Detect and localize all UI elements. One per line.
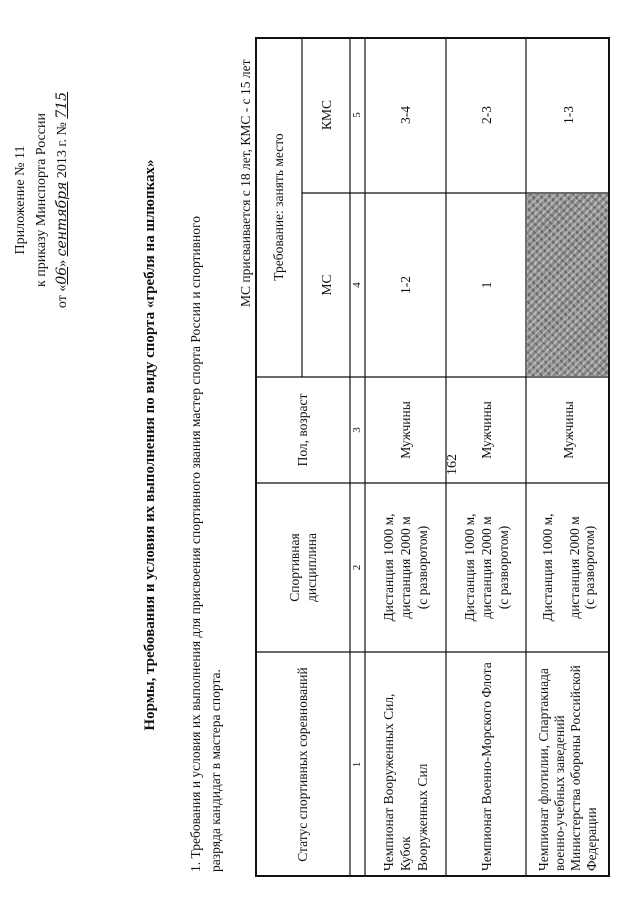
header-discipline — [255, 483, 350, 652]
row-1-status — [365, 656, 446, 871]
appendix-line-2: к приказу Минспорта России — [34, 113, 49, 287]
column-number-5: 5 — [351, 112, 363, 118]
appendix-date-mid: » — [55, 259, 70, 267]
row-1-sex-age: Мужчины — [398, 401, 413, 459]
header-ms: МС — [318, 274, 334, 296]
row-3-discipline-line-1: Дистанция 1000 м, — [539, 513, 555, 622]
row-3-status-line-1: Чемпионат флотилии, Спартакиада — [536, 668, 551, 871]
appendix-date-prefix: от « — [55, 284, 70, 309]
handwritten-order-number: 715 — [54, 91, 70, 119]
appendix-year: 2013 г. № — [55, 122, 70, 179]
row-2-status — [446, 656, 526, 871]
row-1-discipline — [365, 483, 446, 652]
header-status: Статус спортивных соревнований — [295, 667, 310, 862]
age-note: МС присваивается с 18 лет, КМС - с 15 лет — [238, 59, 253, 307]
row-2-discipline — [446, 483, 526, 652]
row-3-discipline-line-3: дистанция 2000 м — [566, 516, 582, 619]
row-2-discipline-line-3: (с разворотом) — [495, 525, 511, 610]
row-3-sex-age: Мужчины — [560, 401, 576, 459]
row-2-ms: 1 — [478, 281, 494, 289]
row-3-discipline-line-4: (с разворотом) — [581, 525, 597, 610]
paragraph-line-1: 1. Требования и условия их выполнения для присвоения спортивного звания мастер спорта России и спортивного — [188, 216, 203, 872]
row-3-status-line-4: Федерации — [584, 807, 599, 871]
paragraph-line-2: разряда кандидат в мастера спорта. — [208, 669, 223, 872]
page-number: 162 — [445, 454, 460, 475]
row-2-discipline-line-1: Дистанция 1000 м, — [461, 513, 477, 622]
row-2-status-line-1: Чемпионат Военно-Морского Флота — [478, 662, 494, 871]
row-3-status-line-3: Министерства обороны Российской — [568, 665, 583, 871]
handwritten-day: 06 — [54, 266, 70, 285]
row-2-kms: 2-3 — [478, 106, 494, 124]
header-requirement: Требование: занять место — [271, 133, 286, 281]
row-1-status-line-2: Вооруженных Сил — [415, 763, 430, 871]
row-2-sex-age: Мужчины — [478, 401, 494, 459]
row-2-discipline-line-2: дистанция 2000 м — [478, 516, 494, 619]
row-1-discipline-line-3: (с разворотом) — [415, 525, 430, 610]
row-3-kms: 1-3 — [560, 106, 576, 124]
row-3-ms-shaded-cell — [527, 194, 608, 376]
document-title: Нормы, требования и условия их выполнения по виду спорта «гребля на шлюпках» — [142, 159, 158, 731]
header-discipline-line-2: дисциплина — [303, 533, 319, 602]
row-1-discipline-line-1: Дистанция 1000 м, — [381, 513, 396, 622]
column-number-2: 2 — [351, 564, 363, 571]
appendix-line-1: Приложение № 11 — [13, 145, 28, 255]
handwritten-month: сентября — [54, 181, 70, 257]
requirements-table — [255, 37, 610, 877]
row-3-status — [526, 656, 610, 871]
row-1-status-line-1: Чемпионат Вооруженных Сил, Кубок — [381, 693, 413, 871]
row-3-discipline — [526, 483, 610, 652]
header-discipline-line-1: Спортивная — [286, 533, 302, 602]
row-3-status-line-2: военно-учебных заведений — [552, 715, 567, 871]
column-number-1: 1 — [351, 761, 363, 768]
column-number-4: 4 — [351, 282, 363, 288]
appendix-line-3 — [52, 35, 73, 365]
column-number-3: 3 — [351, 427, 363, 433]
header-sex-age: Пол, возраст — [295, 393, 310, 467]
header-kms: КМС — [318, 100, 334, 131]
row-1-discipline-line-2: дистанция 2000 м — [398, 516, 413, 619]
row-1-kms: 3-4 — [398, 106, 413, 124]
row-1-ms: 1-2 — [398, 276, 413, 294]
